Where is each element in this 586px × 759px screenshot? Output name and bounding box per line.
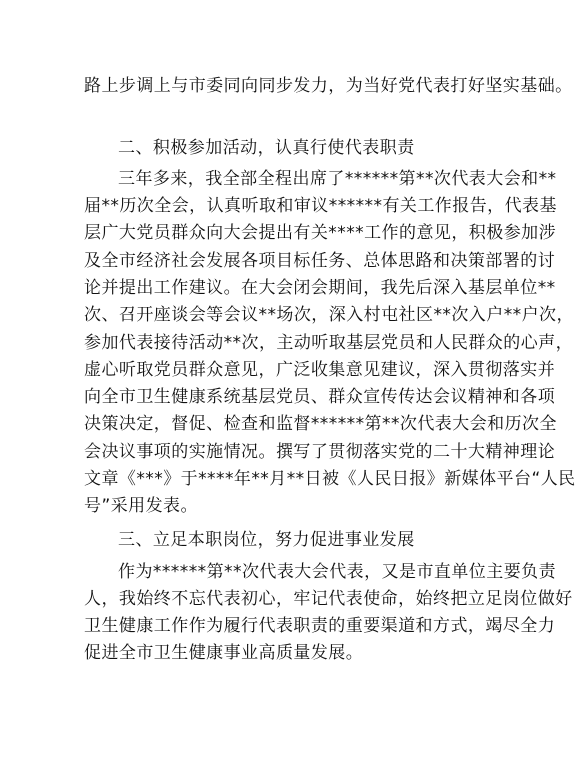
section-heading-2: 二、积极参加活动，认真行使代表职责: [118, 138, 415, 158]
paragraph-line: 卫生健康工作作为履行代表职责的重要渠道和方式，竭尽全力: [84, 616, 556, 636]
paragraph-line: 虚心听取党员群众意见，广泛收集意见建议，深入贯彻落实并: [84, 360, 556, 380]
paragraph-line: 文章《***》于****年**月**日被《人民日报》新媒体平台“人民: [84, 469, 576, 489]
paragraph-line: 层广大党员群众向大会提出有关****工作的意见，积极参加涉: [84, 223, 557, 243]
paragraph-line: 次、召开座谈会等会议**场次，深入村屯社区**次入户**户次，: [84, 305, 574, 325]
paragraph-line: 论并提出工作建议。在大会闭会期间，我先后深入基层单位**: [84, 278, 556, 298]
paragraph-line: 参加代表接待活动**次，主动听取基层党员和人民群众的心声，: [84, 333, 574, 353]
paragraph-line: 会决议事项的实施情况。撰写了贯彻落实党的二十大精神理论: [84, 442, 556, 462]
paragraph-line: 决策决定，督促、检查和监督******第**次代表大会和历次全: [84, 414, 557, 434]
paragraph-line: 三年多来，我全部全程出席了******第**次代表大会和**: [118, 169, 557, 189]
paragraph-line: 促进全市卫生健康事业高质量发展。: [84, 643, 364, 663]
paragraph-line: 号”采用发表。: [84, 496, 198, 516]
paragraph-line: 作为******第**次代表大会代表，又是市直单位主要负责: [118, 562, 557, 582]
text-line-continuation: 路上步调上与市委同向同步发力，为当好党代表打好坚实基础。: [84, 76, 573, 96]
paragraph-line: 向全市卫生健康系统基层党员、群众宣传传达会议精神和各项: [84, 387, 556, 407]
section-heading-3: 三、立足本职岗位，努力促进事业发展: [118, 530, 415, 550]
paragraph-line: 人，我始终不忘代表初心，牢记代表使命，始终把立足岗位做好: [84, 589, 573, 609]
paragraph-line: 及全市经济社会发展各项目标任务、总体思路和决策部署的讨: [84, 251, 556, 271]
paragraph-line: 届**历次全会，认真听取和审议******有关工作报告，代表基: [84, 196, 557, 216]
